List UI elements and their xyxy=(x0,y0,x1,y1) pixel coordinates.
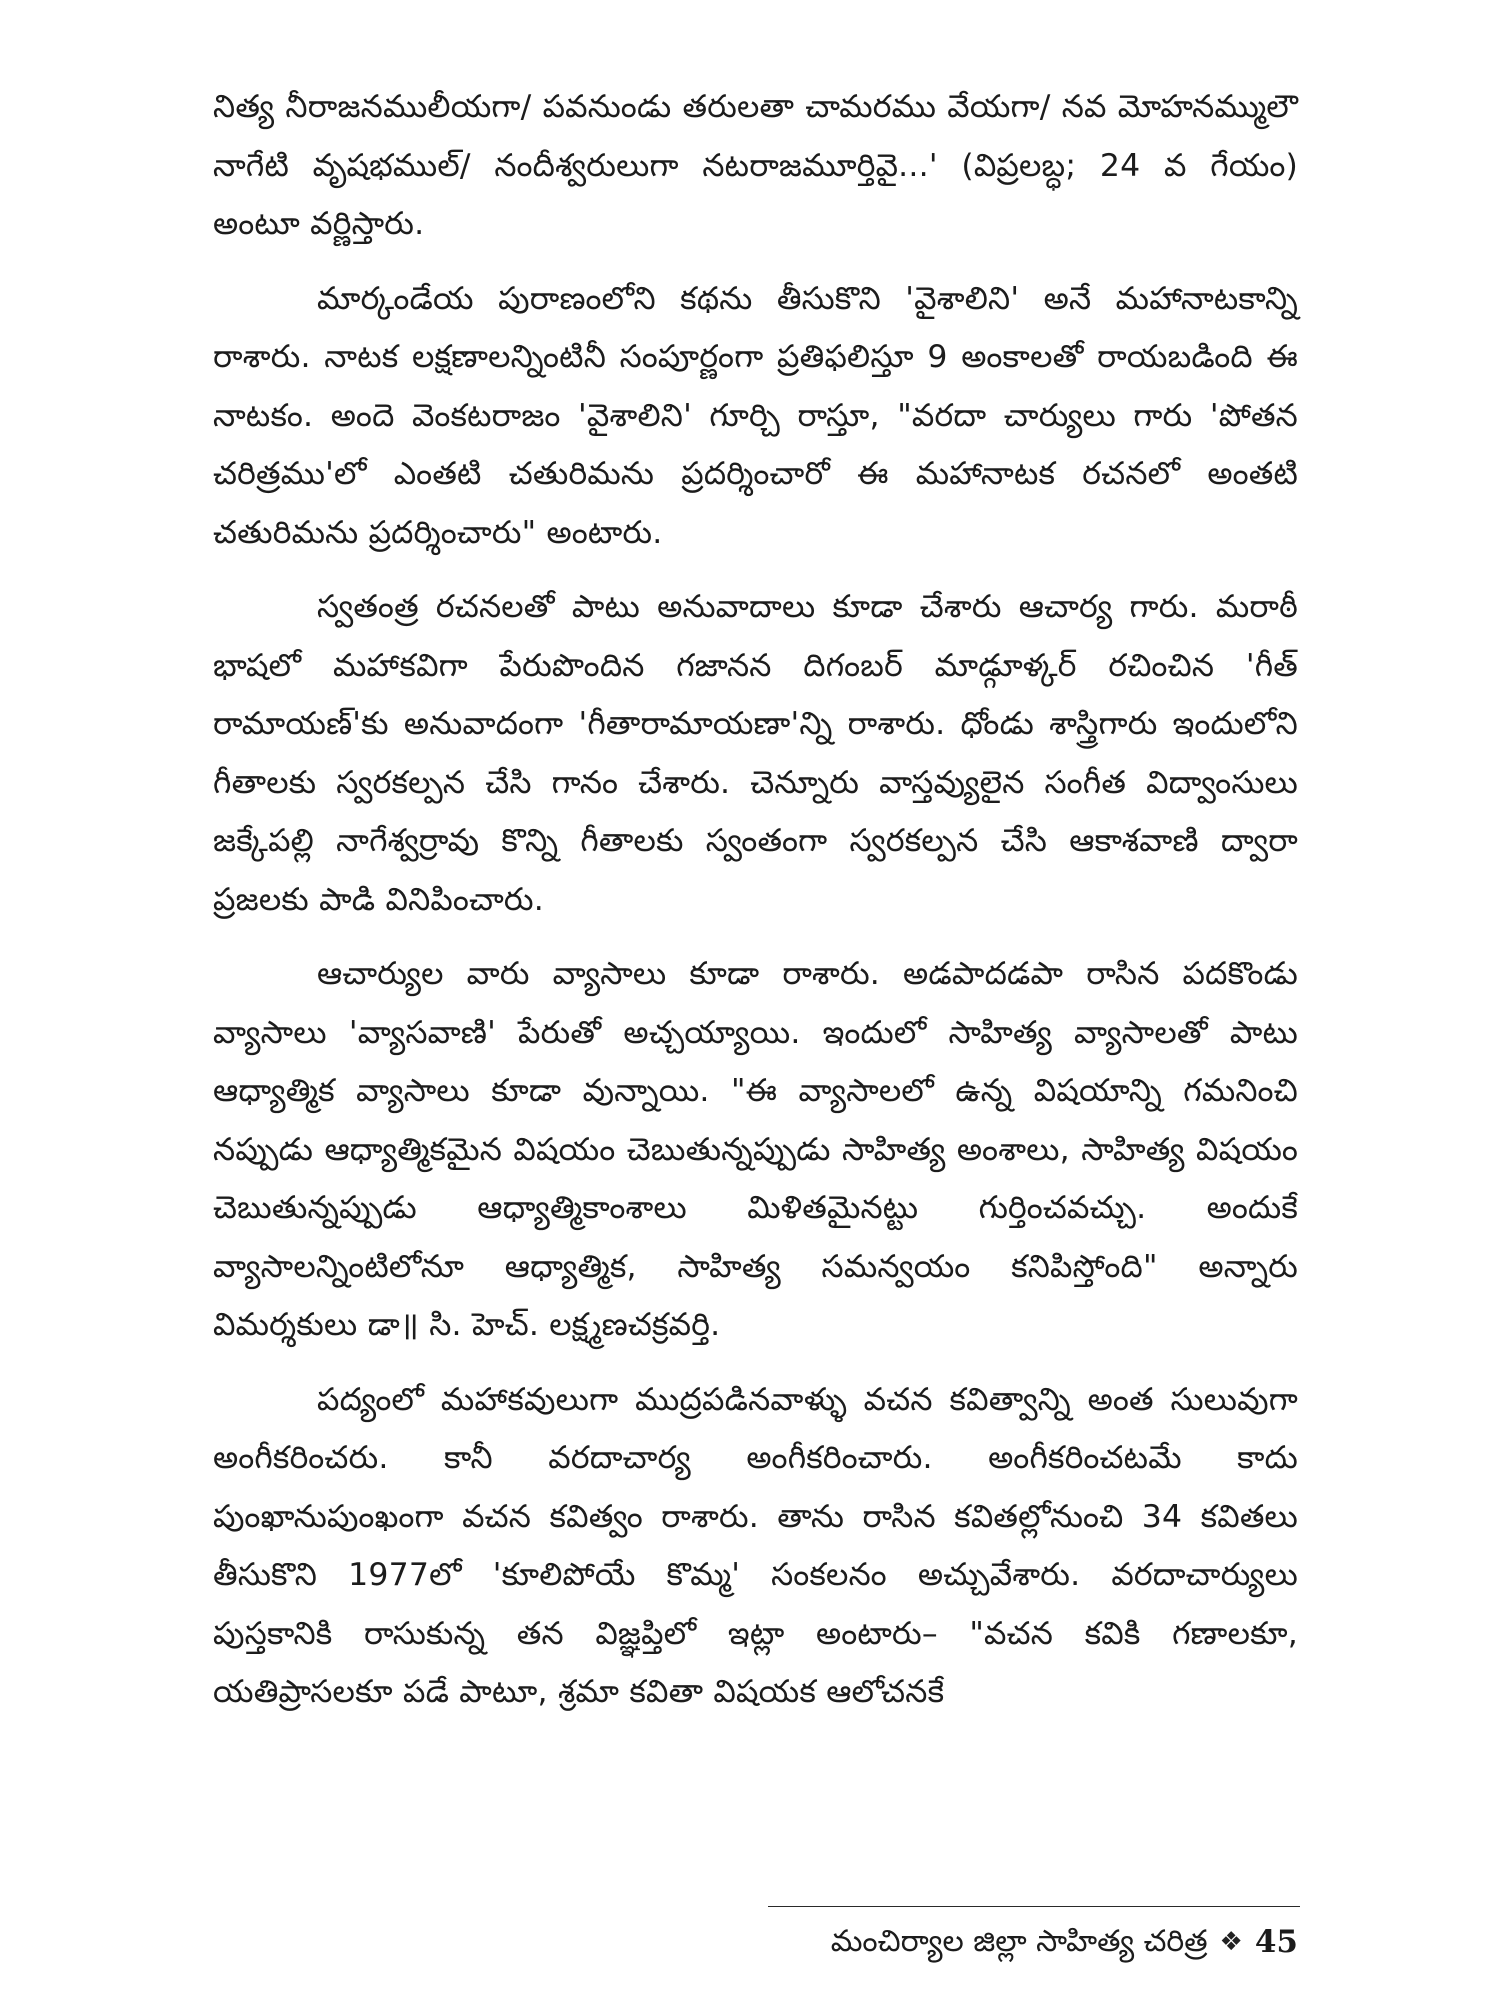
body-text xyxy=(213,78,1298,1738)
footer-divider xyxy=(768,1906,1300,1907)
paragraph-vaishalini: మార్కండేయ పురాణంలోని కథను తీసుకొని 'వైశాలిని' అనే మహానాటకాన్ని రాశారు. నాటక లక్షణాలన్నింటినీ సంపూర్ణంగా ప్రతిఫలిస్తూ 9 అంకాలతో రాయబడింది ఈ నాటకం. అందె వెంకటరాజం 'వైశాలిని' గూర్చి రాస్తూ, "వరదా చార్యులు గారు 'పోతన చరిత్రము'లో ఎంతటి చతురిమను ప్రదర్శించారో ఈ మహానాటక రచనలో అంతటి చతురిమను ప్రదర్శించారు" అంటారు. xyxy=(213,280,1298,551)
paragraph-translations: స్వతంత్ర రచనలతో పాటు అనువాదాలు కూడా చేశారు ఆచార్య గారు. మరాఠీ భాషలో మహాకవిగా పేరుపొందిన గజానన దిగంబర్ మాడ్గూళ్కర్ రచించిన 'గీత్ రామాయణ్'కు అనువాదంగా 'గీతారామాయణా'న్ని రాశారు. ధోండు శాస్త్రిగారు ఇందులోని గీతాలకు స్వరకల్పన చేసి గానం చేశారు. చెన్నూరు వాస్తవ్యులైన సంగీత విద్వాంసులు జక్కేపల్లి నాగేశ్వర్రావు కొన్ని గీతాలకు స్వంతంగా స్వరకల్పన చేసి ఆకాశవాణి ద్వారా ప్రజలకు పాడి వినిపించారు. xyxy=(213,589,1298,918)
paragraph-prose-poetry: పద్యంలో మహాకవులుగా ముద్రపడినవాళ్ళు వచన కవిత్వాన్ని అంత సులువుగా అంగీకరించరు. కానీ వరదాచార్య అంగీకరించారు. అంగీకరించటమే కాదు పుంఖానుపుంఖంగా వచన కవిత్వం రాశారు. తాను రాసిన కవితల్లోనుంచి 34 కవితలు తీసుకొని 1977లో 'కూలిపోయే కొమ్మ' సంకలనం అచ్చువేశారు. వరదాచార్యులు పుస్తకానికి రాసుకున్న తన విజ్ఞప్తిలో ఇట్లా అంటారు– "వచన కవికి గణాలకూ, యతిప్రాసలకూ పడే పాటూ, శ్రమా కవితా విషయక ఆలోచనకే xyxy=(213,1381,1298,1710)
ornament-icon: ❖ xyxy=(1219,1927,1243,1957)
paragraph-continuation: నిత్య నీరాజనములీయగా/ పవనుండు తరులతా చామరము వేయగా/ నవ మోహనమ్ములౌ నాగేటి వృషభముల్/ నందీశ్వరులుగా నటరాజమూర్తివై...' (విప్రలబ్ధ; 24 వ గేయం) అంటూ వర్ణిస్తారు. xyxy=(213,89,1298,242)
page-number: 45 xyxy=(1254,1924,1298,1960)
footer-book-title: మంచిర్యాల జిల్లా సాహిత్య చరిత్ర xyxy=(830,1924,1208,1959)
page-footer xyxy=(831,1917,1298,1967)
paragraph-essays: ఆచార్యుల వారు వ్యాసాలు కూడా రాశారు. అడపాదడపా రాసిన పదకొండు వ్యాసాలు 'వ్యాసవాణి' పేరుతో అచ్చయ్యాయి. ఇందులో సాహిత్య వ్యాసాలతో పాటు ఆధ్యాత్మిక వ్యాసాలు కూడా వున్నాయి. "ఈ వ్యాసాలలో ఉన్న విషయాన్ని గమనించి నప్పుడు ఆధ్యాత్మికమైన విషయం చెబుతున్నప్పుడు సాహిత్య అంశాలు, సాహిత్య విషయం చెబుతున్నప్పుడు ఆధ్యాత్మికాంశాలు మిళితమైనట్టు గుర్తించవచ్చు. అందుకే వ్యాసాలన్నింటిలోనూ ఆధ్యాత్మిక, సాహిత్య సమన్వయం కనిపిస్తోంది" అన్నారు విమర్శకులు డా॥ సి. హెచ్. లక్ష్మణచక్రవర్తి. xyxy=(213,956,1298,1343)
